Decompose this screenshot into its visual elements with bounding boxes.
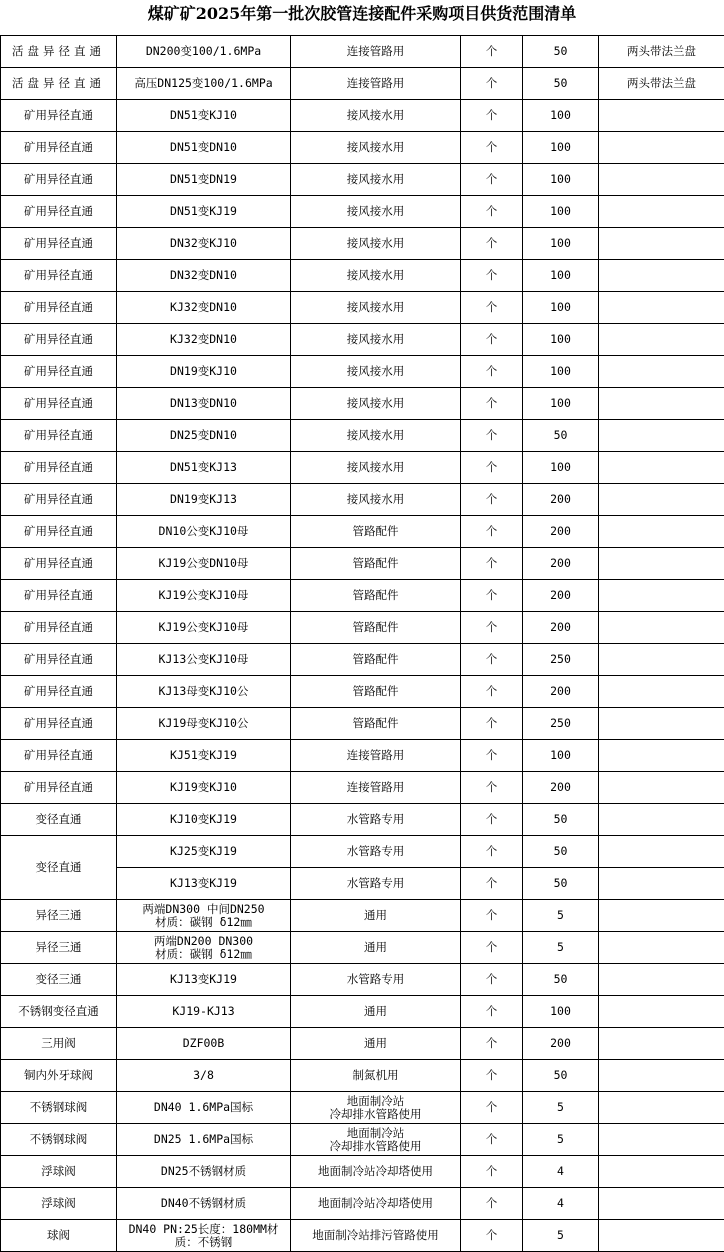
item-name-cell: 铜内外牙球阀 (1, 1060, 117, 1092)
item-name-cell: 矿用异径直通 (1, 580, 117, 612)
quantity-cell: 50 (523, 804, 599, 836)
spec-cell: KJ19母变KJ10公 (117, 708, 291, 740)
table-row (1, 100, 724, 132)
quantity-cell: 50 (523, 1060, 599, 1092)
unit-cell: 个 (461, 548, 523, 580)
table-row (1, 676, 724, 708)
spec-cell: KJ19-KJ13 (117, 996, 291, 1028)
table-row (1, 68, 724, 100)
table-row (1, 1156, 724, 1188)
unit-cell: 个 (461, 1060, 523, 1092)
table-row (1, 612, 724, 644)
quantity-cell: 5 (523, 1092, 599, 1124)
unit-cell: 个 (461, 1220, 523, 1252)
item-name-cell: 矿用异径直通 (1, 356, 117, 388)
table-row (1, 740, 724, 772)
item-name-cell: 活盘异径直通 (1, 68, 117, 100)
quantity-cell: 100 (523, 260, 599, 292)
usage-cell: 水管路专用 (291, 964, 461, 996)
item-name-cell: 矿用异径直通 (1, 324, 117, 356)
note-cell (599, 132, 724, 164)
note-cell (599, 228, 724, 260)
spec-cell: DN40 1.6MPa国标 (117, 1092, 291, 1124)
note-cell (599, 196, 724, 228)
usage-cell: 水管路专用 (291, 836, 461, 868)
item-name-cell: 矿用异径直通 (1, 452, 117, 484)
spec-cell: DN32变KJ10 (117, 228, 291, 260)
note-cell (599, 356, 724, 388)
unit-cell: 个 (461, 164, 523, 196)
spec-cell: KJ19公变DN10母 (117, 548, 291, 580)
quantity-cell: 200 (523, 612, 599, 644)
usage-cell: 地面制冷站 冷却排水管路使用 (291, 1092, 461, 1124)
unit-cell: 个 (461, 516, 523, 548)
unit-cell: 个 (461, 932, 523, 964)
spec-cell: KJ13变KJ19 (117, 964, 291, 996)
unit-cell: 个 (461, 740, 523, 772)
quantity-cell: 5 (523, 900, 599, 932)
unit-cell: 个 (461, 1092, 523, 1124)
usage-cell: 接风接水用 (291, 164, 461, 196)
quantity-cell: 200 (523, 580, 599, 612)
item-name-cell: 球阀 (1, 1220, 117, 1252)
quantity-cell: 100 (523, 324, 599, 356)
note-cell (599, 740, 724, 772)
note-cell (599, 772, 724, 804)
table-row (1, 292, 724, 324)
spec-cell: KJ32变DN10 (117, 292, 291, 324)
unit-cell: 个 (461, 36, 523, 68)
usage-cell: 管路配件 (291, 548, 461, 580)
usage-cell: 地面制冷站冷却塔使用 (291, 1156, 461, 1188)
unit-cell: 个 (461, 324, 523, 356)
spec-cell: DN32变DN10 (117, 260, 291, 292)
usage-cell: 通用 (291, 932, 461, 964)
item-name-cell: 矿用异径直通 (1, 388, 117, 420)
table-row (1, 804, 724, 836)
usage-cell: 通用 (291, 996, 461, 1028)
note-cell (599, 836, 724, 868)
quantity-cell: 100 (523, 356, 599, 388)
procurement-table (0, 35, 724, 1252)
table-row (1, 260, 724, 292)
quantity-cell: 50 (523, 36, 599, 68)
spec-cell: KJ13变KJ19 (117, 868, 291, 900)
note-cell (599, 420, 724, 452)
unit-cell: 个 (461, 100, 523, 132)
usage-cell: 连接管路用 (291, 740, 461, 772)
usage-cell: 管路配件 (291, 708, 461, 740)
quantity-cell: 100 (523, 164, 599, 196)
spec-cell: DN200变100/1.6MPa (117, 36, 291, 68)
note-cell (599, 548, 724, 580)
item-name-cell: 矿用异径直通 (1, 196, 117, 228)
item-name-cell: 矿用异径直通 (1, 516, 117, 548)
quantity-cell: 100 (523, 452, 599, 484)
quantity-cell: 5 (523, 1220, 599, 1252)
note-cell (599, 644, 724, 676)
item-name-cell: 矿用异径直通 (1, 260, 117, 292)
table-row (1, 452, 724, 484)
item-name-cell: 矿用异径直通 (1, 292, 117, 324)
item-name-cell: 浮球阀 (1, 1188, 117, 1220)
note-cell (599, 260, 724, 292)
table-row (1, 1028, 724, 1060)
note-cell (599, 100, 724, 132)
item-name-cell: 矿用异径直通 (1, 740, 117, 772)
spec-cell: KJ13公变KJ10母 (117, 644, 291, 676)
table-row (1, 1060, 724, 1092)
spec-cell: KJ19公变KJ10母 (117, 580, 291, 612)
usage-cell: 连接管路用 (291, 36, 461, 68)
usage-cell: 水管路专用 (291, 804, 461, 836)
item-name-cell: 三用阀 (1, 1028, 117, 1060)
usage-cell: 制氮机用 (291, 1060, 461, 1092)
unit-cell: 个 (461, 644, 523, 676)
note-cell (599, 1124, 724, 1156)
note-cell (599, 292, 724, 324)
usage-cell: 管路配件 (291, 516, 461, 548)
quantity-cell: 250 (523, 708, 599, 740)
item-name-cell: 异径三通 (1, 900, 117, 932)
usage-cell: 接风接水用 (291, 452, 461, 484)
unit-cell: 个 (461, 900, 523, 932)
quantity-cell: 250 (523, 644, 599, 676)
spec-cell: DN51变DN19 (117, 164, 291, 196)
item-name-cell: 变径三通 (1, 964, 117, 996)
note-cell (599, 612, 724, 644)
quantity-cell: 100 (523, 292, 599, 324)
spec-cell: DN25变DN10 (117, 420, 291, 452)
quantity-cell: 200 (523, 548, 599, 580)
item-name-cell: 矿用异径直通 (1, 164, 117, 196)
spec-cell: 两端DN200 DN300 材质：碳钢 δ12㎜ (117, 932, 291, 964)
usage-cell: 接风接水用 (291, 324, 461, 356)
note-cell (599, 1188, 724, 1220)
item-name-cell: 矿用异径直通 (1, 100, 117, 132)
quantity-cell: 100 (523, 388, 599, 420)
table-row (1, 1092, 724, 1124)
spec-cell: KJ25变KJ19 (117, 836, 291, 868)
spec-cell: DN19变KJ10 (117, 356, 291, 388)
item-name-cell: 变径直通 (1, 836, 117, 900)
unit-cell: 个 (461, 772, 523, 804)
table-row (1, 132, 724, 164)
spec-cell: KJ51变KJ19 (117, 740, 291, 772)
quantity-cell: 200 (523, 1028, 599, 1060)
spec-cell: 两端DN300 中间DN250 材质：碳钢 δ12㎜ (117, 900, 291, 932)
unit-cell: 个 (461, 1188, 523, 1220)
table-row (1, 324, 724, 356)
spec-cell: KJ19变KJ10 (117, 772, 291, 804)
item-name-cell: 矿用异径直通 (1, 228, 117, 260)
item-name-cell: 浮球阀 (1, 1156, 117, 1188)
item-name-cell: 矿用异径直通 (1, 676, 117, 708)
spec-cell: DN40不锈钢材质 (117, 1188, 291, 1220)
usage-cell: 连接管路用 (291, 772, 461, 804)
note-cell (599, 580, 724, 612)
unit-cell: 个 (461, 580, 523, 612)
table-row (1, 484, 724, 516)
unit-cell: 个 (461, 68, 523, 100)
quantity-cell: 100 (523, 740, 599, 772)
unit-cell: 个 (461, 676, 523, 708)
page-title: 煤矿矿2025年第一批次胶管连接配件采购项目供货范围清单 (0, 0, 724, 35)
item-name-cell: 矿用异径直通 (1, 708, 117, 740)
usage-cell: 通用 (291, 1028, 461, 1060)
quantity-cell: 100 (523, 196, 599, 228)
item-name-cell: 矿用异径直通 (1, 548, 117, 580)
usage-cell: 接风接水用 (291, 484, 461, 516)
note-cell (599, 1028, 724, 1060)
item-name-cell: 矿用异径直通 (1, 772, 117, 804)
table-row (1, 964, 724, 996)
item-name-cell: 不锈钢球阀 (1, 1124, 117, 1156)
spec-cell: KJ13母变KJ10公 (117, 676, 291, 708)
table-row (1, 900, 724, 932)
usage-cell: 地面制冷站冷却塔使用 (291, 1188, 461, 1220)
spec-cell: KJ32变DN10 (117, 324, 291, 356)
unit-cell: 个 (461, 452, 523, 484)
note-cell (599, 516, 724, 548)
table-row (1, 772, 724, 804)
unit-cell: 个 (461, 1124, 523, 1156)
item-name-cell: 矿用异径直通 (1, 484, 117, 516)
item-name-cell: 不锈钢变径直通 (1, 996, 117, 1028)
note-cell (599, 676, 724, 708)
item-name-cell: 矿用异径直通 (1, 420, 117, 452)
usage-cell: 管路配件 (291, 612, 461, 644)
table-row (1, 356, 724, 388)
table-row (1, 228, 724, 260)
quantity-cell: 200 (523, 484, 599, 516)
note-cell (599, 900, 724, 932)
note-cell: 两头带法兰盘 (599, 36, 724, 68)
spec-cell: KJ19公变KJ10母 (117, 612, 291, 644)
item-name-cell: 矿用异径直通 (1, 644, 117, 676)
quantity-cell: 100 (523, 228, 599, 260)
note-cell (599, 804, 724, 836)
table-row (1, 388, 724, 420)
usage-cell: 接风接水用 (291, 292, 461, 324)
quantity-cell: 4 (523, 1156, 599, 1188)
item-name-cell: 变径直通 (1, 804, 117, 836)
spec-cell: DN51变KJ19 (117, 196, 291, 228)
quantity-cell: 200 (523, 676, 599, 708)
quantity-cell: 100 (523, 132, 599, 164)
table-row (1, 580, 724, 612)
note-cell (599, 484, 724, 516)
quantity-cell: 50 (523, 964, 599, 996)
unit-cell: 个 (461, 708, 523, 740)
usage-cell: 管路配件 (291, 580, 461, 612)
usage-cell: 接风接水用 (291, 260, 461, 292)
spec-cell: KJ10变KJ19 (117, 804, 291, 836)
table-row (1, 516, 724, 548)
quantity-cell: 100 (523, 996, 599, 1028)
usage-cell: 水管路专用 (291, 868, 461, 900)
spec-cell: DN51变DN10 (117, 132, 291, 164)
note-cell (599, 708, 724, 740)
table-row (1, 1188, 724, 1220)
note-cell (599, 164, 724, 196)
item-name-cell: 矿用异径直通 (1, 132, 117, 164)
unit-cell: 个 (461, 484, 523, 516)
note-cell (599, 452, 724, 484)
unit-cell: 个 (461, 868, 523, 900)
unit-cell: 个 (461, 1028, 523, 1060)
spec-cell: 3/8 (117, 1060, 291, 1092)
unit-cell: 个 (461, 612, 523, 644)
table-row (1, 996, 724, 1028)
unit-cell: 个 (461, 836, 523, 868)
usage-cell: 接风接水用 (291, 196, 461, 228)
usage-cell: 地面制冷站排污管路使用 (291, 1220, 461, 1252)
table-row (1, 164, 724, 196)
usage-cell: 接风接水用 (291, 388, 461, 420)
table-row (1, 548, 724, 580)
spec-cell: DN10公变KJ10母 (117, 516, 291, 548)
unit-cell: 个 (461, 1156, 523, 1188)
quantity-cell: 50 (523, 420, 599, 452)
note-cell: 两头带法兰盘 (599, 68, 724, 100)
spec-cell: DN25 1.6MPa国标 (117, 1124, 291, 1156)
table-row (1, 420, 724, 452)
note-cell (599, 1060, 724, 1092)
note-cell (599, 996, 724, 1028)
usage-cell: 通用 (291, 900, 461, 932)
quantity-cell: 50 (523, 68, 599, 100)
table-row (1, 644, 724, 676)
note-cell (599, 324, 724, 356)
item-name-cell: 活盘异径直通 (1, 36, 117, 68)
usage-cell: 接风接水用 (291, 420, 461, 452)
table-row (1, 708, 724, 740)
table-row (1, 196, 724, 228)
quantity-cell: 4 (523, 1188, 599, 1220)
table-body (1, 36, 724, 1252)
note-cell (599, 964, 724, 996)
usage-cell: 地面制冷站 冷却排水管路使用 (291, 1124, 461, 1156)
quantity-cell: 100 (523, 100, 599, 132)
item-name-cell: 异径三通 (1, 932, 117, 964)
usage-cell: 管路配件 (291, 644, 461, 676)
spec-cell: DN19变KJ13 (117, 484, 291, 516)
unit-cell: 个 (461, 132, 523, 164)
quantity-cell: 200 (523, 516, 599, 548)
spec-cell: DZF00B (117, 1028, 291, 1060)
unit-cell: 个 (461, 996, 523, 1028)
note-cell (599, 1156, 724, 1188)
spec-cell: DN25不锈钢材质 (117, 1156, 291, 1188)
usage-cell: 管路配件 (291, 676, 461, 708)
table-row (1, 932, 724, 964)
table-row (1, 36, 724, 68)
unit-cell: 个 (461, 260, 523, 292)
spec-cell: 高压DN125变100/1.6MPa (117, 68, 291, 100)
unit-cell: 个 (461, 292, 523, 324)
spec-cell: DN51变KJ10 (117, 100, 291, 132)
note-cell (599, 932, 724, 964)
unit-cell: 个 (461, 388, 523, 420)
usage-cell: 接风接水用 (291, 132, 461, 164)
unit-cell: 个 (461, 356, 523, 388)
quantity-cell: 5 (523, 932, 599, 964)
usage-cell: 接风接水用 (291, 100, 461, 132)
spec-cell: DN40 PN:25长度：180MM材 质：不锈钢 (117, 1220, 291, 1252)
usage-cell: 接风接水用 (291, 228, 461, 260)
quantity-cell: 200 (523, 772, 599, 804)
quantity-cell: 5 (523, 1124, 599, 1156)
table-row (1, 836, 724, 868)
quantity-cell: 50 (523, 868, 599, 900)
usage-cell: 连接管路用 (291, 68, 461, 100)
item-name-cell: 矿用异径直通 (1, 612, 117, 644)
usage-cell: 接风接水用 (291, 356, 461, 388)
note-cell (599, 1092, 724, 1124)
spec-cell: DN13变DN10 (117, 388, 291, 420)
unit-cell: 个 (461, 804, 523, 836)
spec-cell: DN51变KJ13 (117, 452, 291, 484)
note-cell (599, 388, 724, 420)
unit-cell: 个 (461, 420, 523, 452)
unit-cell: 个 (461, 196, 523, 228)
quantity-cell: 50 (523, 836, 599, 868)
unit-cell: 个 (461, 964, 523, 996)
item-name-cell: 不锈钢球阀 (1, 1092, 117, 1124)
note-cell (599, 868, 724, 900)
unit-cell: 个 (461, 228, 523, 260)
table-row (1, 1124, 724, 1156)
